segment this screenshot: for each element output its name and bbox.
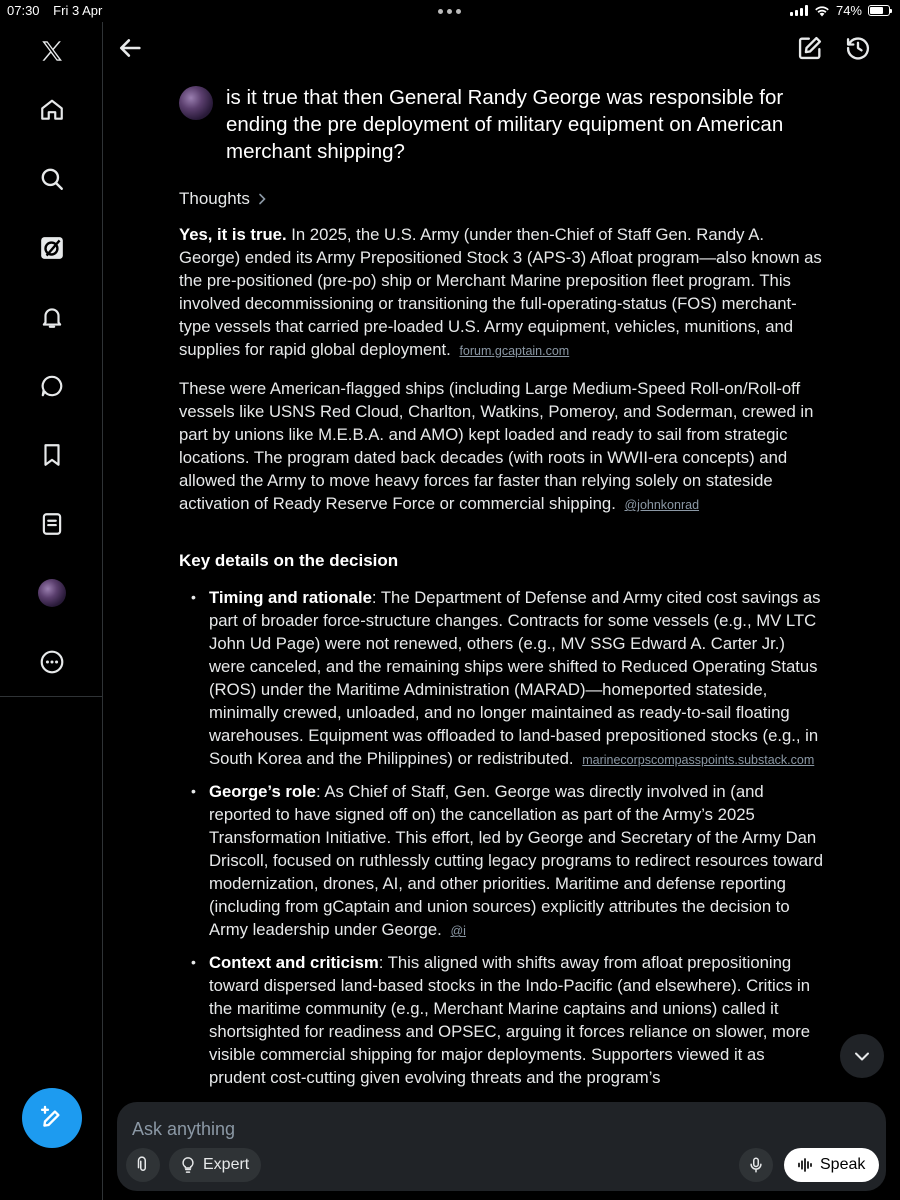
assistant-response	[179, 223, 824, 1089]
response-lead: Yes, it is true.	[179, 225, 287, 244]
user-question: is it true that then General Randy George was responsible for ending the pre deployment of military equipment on American merchant shipping?	[226, 86, 784, 163]
source-link[interactable]: @i	[450, 924, 466, 938]
sidebar-item-notifications[interactable]	[27, 292, 77, 342]
home-icon	[39, 97, 65, 123]
search-icon	[39, 166, 65, 192]
voice-wave-icon	[796, 1156, 814, 1174]
bullet-lead: Timing and rationale	[209, 588, 372, 607]
sidebar-item-profile[interactable]	[27, 568, 77, 618]
battery-icon	[868, 5, 890, 16]
source-link[interactable]: marinecorpscompasspoints.substack.com	[582, 753, 815, 767]
source-link[interactable]: forum.gcaptain.com	[459, 344, 570, 358]
response-text: These were American-flagged ships (including Large Medium-Speed Roll-on/Roll-off vessels like USNS Red Cloud, Charlton, Watkins, Pomeroy, and Soderman, crewed in part by unions like M.E.B.A. and AMO) kept loaded and ready to sail from strategic locations. The program dated back decades (with roots in WWII-era concepts) and allowed the Army to move heavy forces far faster than relying solely on stateside activation of Ready Reserve Force or commercial shipping.	[179, 379, 814, 513]
expert-mode-button[interactable]	[169, 1148, 261, 1182]
bullet-lead: George’s role	[209, 782, 316, 801]
sidebar-item-bookmarks[interactable]	[27, 430, 77, 480]
expert-label: Expert	[203, 1156, 250, 1173]
sidebar-item-lists[interactable]	[27, 499, 77, 549]
response-paragraph	[179, 377, 824, 517]
list-item	[179, 780, 824, 943]
sidebar-item-messages[interactable]	[27, 361, 77, 411]
ask-input[interactable]	[130, 1114, 854, 1144]
chat-composer	[117, 1102, 886, 1191]
battery-percent: 74%	[835, 3, 862, 18]
status-date: Fri 3 Apr	[53, 3, 103, 18]
back-arrow-icon	[116, 34, 144, 62]
sidebar-item-grok[interactable]	[27, 223, 77, 273]
bullet-lead: Context and criticism	[209, 953, 379, 972]
back-button[interactable]	[116, 34, 144, 62]
status-bar	[0, 0, 900, 22]
microphone-button[interactable]	[739, 1148, 773, 1182]
bookmark-icon	[39, 442, 65, 468]
list-item	[179, 951, 824, 1089]
speak-label: Speak	[820, 1156, 866, 1173]
sidebar-item-more[interactable]	[27, 637, 77, 687]
avatar	[179, 86, 213, 120]
user-message	[179, 84, 824, 165]
x-logo-icon[interactable]	[27, 26, 77, 76]
scroll-to-bottom-button[interactable]	[840, 1034, 884, 1078]
conversation	[179, 84, 824, 1097]
speak-button[interactable]	[784, 1148, 879, 1182]
sidebar-divider	[0, 696, 103, 697]
section-heading: Key details on the decision	[179, 551, 399, 570]
bullet-text: : This aligned with shifts away from afloat prepositioning toward dispersed land-based stocks in the Indo-Pacific (and elsewhere). Critics in the maritime community (e.g., Merchant Marine captains and unions) called it shortsighted for readiness and OPSEC, arguing it forces reliance on slower, more visible commercial shipping for major deployments. Supporters viewed it as prudent cost-cutting given evolving threats and the program’s	[209, 953, 811, 1087]
thoughts-toggle[interactable]	[179, 189, 824, 209]
sidebar-item-explore[interactable]	[27, 154, 77, 204]
attach-button[interactable]	[126, 1148, 160, 1182]
status-time: 07:30	[7, 3, 40, 18]
history-button[interactable]	[844, 34, 872, 62]
response-paragraph	[179, 223, 824, 363]
sidebar-nav	[0, 22, 103, 1200]
key-details-list	[179, 586, 824, 1089]
response-text: In 2025, the U.S. Army (under then-Chief of Staff Gen. Randy A. George) ended its Army Prepositioned Stock 3 (APS-3) Afloat program—also known as the pre-positioned (pre-po) ship or Merchant Marine preposition fleet program. This involved decommissioning or transitioning the full-operating-status (FOS) merchant-type vessels that carried pre-loaded U.S. Army equipment, vehicles, munitions, and supplies for rapid global deployment.	[179, 225, 822, 359]
new-chat-button[interactable]	[796, 34, 824, 62]
bullet-text: : As Chief of Staff, Gen. George was directly involved in (and reported to have signed off on) the cancellation as part of the Army’s 2025 Transformation Initiative. This effort, led by George and Secretary of the Army Dan Driscoll, focused on ruthlessly cutting legacy programs to redirect resources toward modernization, drones, AI, and other priorities. Maritime and defense reporting (including from gCaptain and union sources) explicitly attributes the decision to Army leadership under George.	[209, 782, 823, 939]
cellular-signal-icon	[790, 5, 808, 16]
chevron-down-icon	[852, 1046, 872, 1066]
microphone-icon	[747, 1156, 765, 1174]
compose-icon	[38, 1104, 66, 1132]
avatar	[38, 579, 66, 607]
thoughts-label: Thoughts	[179, 189, 250, 208]
history-icon	[844, 34, 872, 62]
edit-square-icon	[796, 34, 824, 62]
multitasking-dots[interactable]	[438, 9, 461, 14]
wifi-icon	[814, 5, 830, 17]
list-document-icon	[39, 511, 65, 537]
message-bubble-icon	[39, 373, 65, 399]
chevron-right-icon	[256, 192, 268, 206]
sidebar-item-home[interactable]	[27, 85, 77, 135]
source-link[interactable]: @johnkonrad	[624, 498, 700, 512]
more-circle-icon	[39, 649, 65, 675]
paperclip-icon	[134, 1156, 152, 1174]
bullet-text: : The Department of Defense and Army cited cost savings as part of broader force-structure changes. Contracts for some vessels (e.g., MV LTC John Ud Page) were not renewed, others (e.g., MV SSG Edward A. Carter Jr.) were canceled, and the remaining ships were shifted to Reduced Operating Status (ROS) under the Maritime Administration (MARAD)—homeported stateside, minimally crewed, unloaded, and no longer maintained as ready-to-sail floating warehouses. Equipment was offloaded to land-based prepositioned stocks (e.g., in South Korea and the Philippines) or redistributed.	[209, 588, 821, 768]
grok-icon	[39, 235, 65, 261]
bell-icon	[39, 304, 65, 330]
lightbulb-icon	[179, 1156, 197, 1174]
list-item	[179, 586, 824, 772]
compose-button[interactable]	[22, 1088, 82, 1148]
